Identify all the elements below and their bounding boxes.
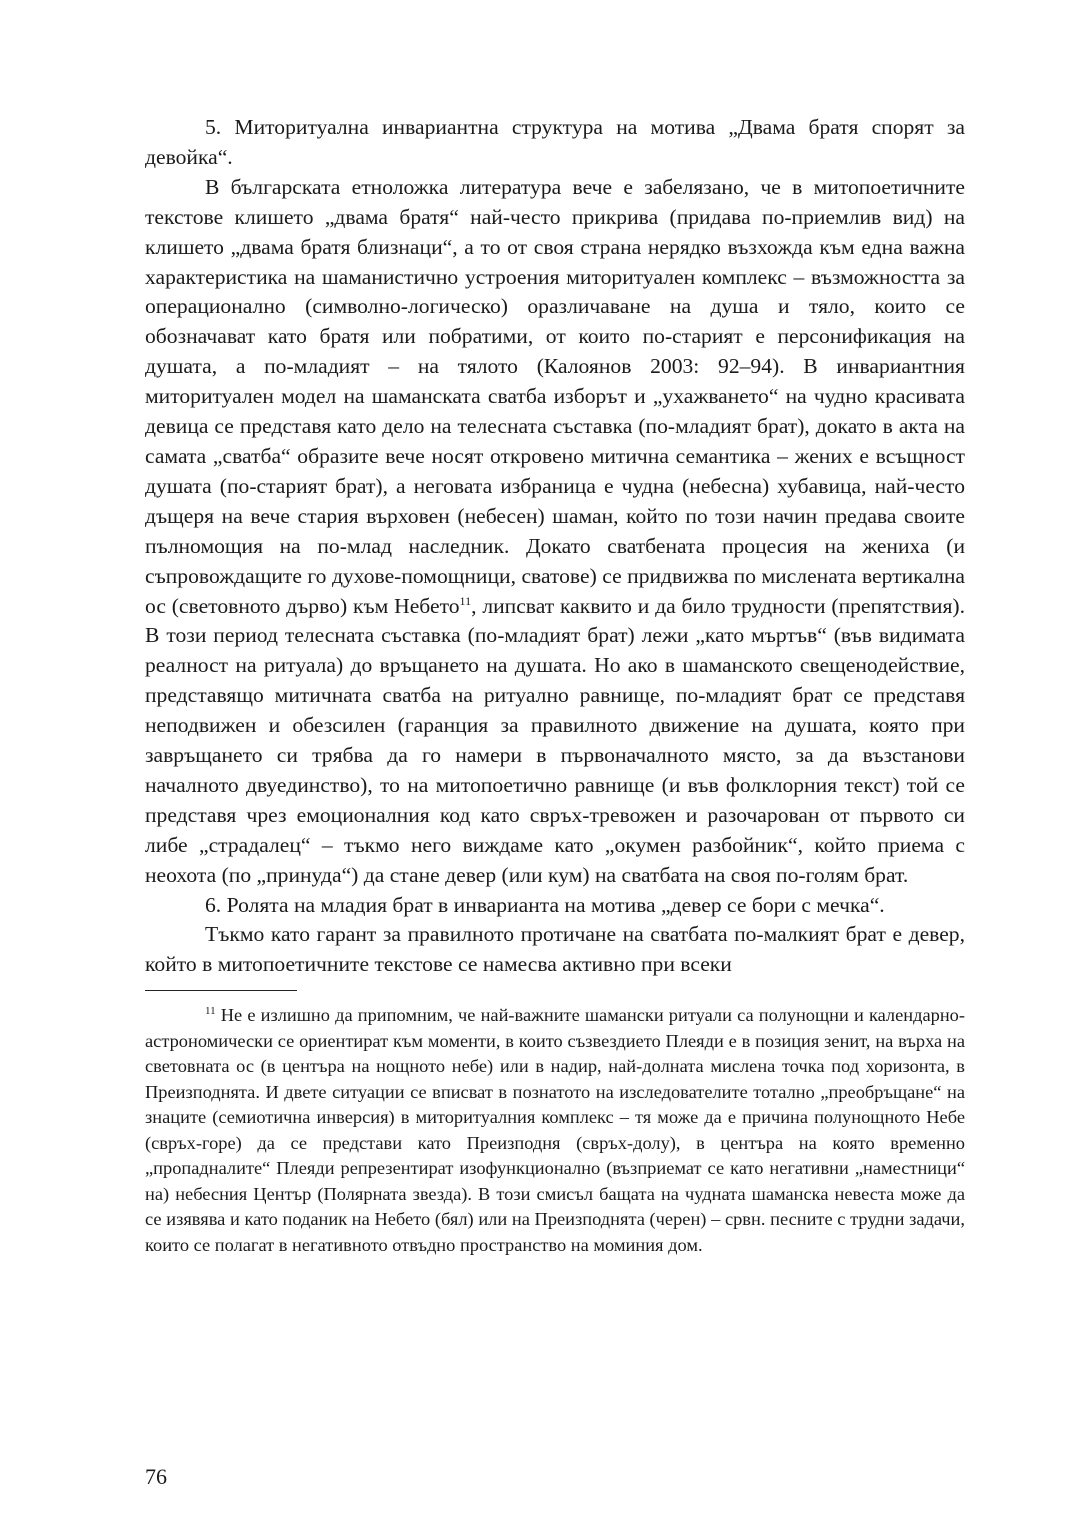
paragraph-text-continued: , липсват каквито и да било трудности (препятствия). В този период телесната съставка (по-младият брат) лежи „като мъртъв“ (във видимата реалност на ритуала) до връщането на душата. Но ако в шаманското свещенодействие, представящо митичната сватба на ритуално равнище, по-младият брат се представя неподвижен и обезсилен (гаранция за правилното движение на душата, която при завръщането си трябва да го намери в първоначалното място, за да възстанови началното двуединство), то на митопоетично равнище (и във фолклорния текст) той се представя чрез емоционалния код като свръх-тревожен и разочарован от първото си либе „страдалец“ – тъкмо него виждаме като „окумен разбойник“, който приема с неохота (по „принуда“) да стане девер (или кум) на сватбата на своя по-голям брат. xyxy=(145,593,965,887)
page-number: 76 xyxy=(145,1464,167,1489)
footnote-reference[interactable]: 11 xyxy=(459,593,472,608)
section-heading-6: 6. Ролята на младия брат в инварианта на мотива „девер се бори с мечка“. xyxy=(205,892,885,917)
section-heading-5: 5. Миторитуална инвариантна структура на мотива „Двама братя спорят за девойка“. xyxy=(145,115,965,169)
main-text xyxy=(145,113,965,980)
footnote-number: 11 xyxy=(205,1005,216,1018)
page-content xyxy=(145,113,965,1258)
footnote-text xyxy=(145,1003,965,1258)
paragraph-text: В българската етноложка литература вече е забелязано, че в митопоетичните текстове клишето „двама братя“ най-често прикрива (придава по-приемлив вид) на клишето „двама братя близнаци“, а то от своя страна нерядко възхожда към една важна характеристика на шаманистично устроения миторитуален комплекс – възможността за операционално (символно-логическо) оразличаване на душа и тяло, които се обозначават като братя или побратими, от които по-старият е персонификация на душата, а по-младият – на тялото (Калоянов 2003: 92–94). В инвариантния миторитуален модел на шаманската сватба изборът и „ухажването“ на чудно красивата девица се представя като дело на телесната съставка (по-младият брат), докато в акта на самата „сватба“ образите вече носят откровено митична семантика – жених е всъщност душата (по-старият брат), а неговата избраница е чудна (небесна) хубавица, най-често дъщеря на вече стария върховен (небесен) шаман, който по този начин предава своите пълномощия на по-млад наследник. Докато сватбената процесия на жениха (и съпровождащите го духове-помощници, сватове) се придвижва по мислената вертикална ос (световното дърво) към Небето xyxy=(145,174,965,618)
footnote-divider xyxy=(145,990,297,991)
footnote-body: Не е излишно да припомним, че най-важните шамански ритуали са полунощни и календарно-астрономически се ориентират към моменти, в които съзвездието Плеяди е в позиция зенит, на върха на световната ос (в центъра на нощното небе) или в надир, най-долната мислена точка под хоризонта, в Преизподнята. И двете ситуации се вписват в познатото на изследователите тотално „преобръщане“ на знаците (семиотична инверсия) в миторитуалния комплекс – тя може да е причина полунощното Небе (свръх-горе) да се представи като Преизподня (свръх-долу), в центъра на която временно „пропадналите“ Плеяди репрезентират изофункционално (възприемат се като негативни „наместници“ на) небесния Център (Полярната звезда). В този смисъл бащата на чудната шаманска невеста може да се изявява и като поданик на Небето (бял) или на Преизподнята (черен) – срвн. песните с трудни задачи, които се полагат в негативното отвъдно пространство на моминия дом. xyxy=(145,1005,965,1255)
paragraph: Тъкмо като гарант за правилното протичане на сватбата по-малкият брат е девер, който в митопоетичните текстове се намесва активно при всеки xyxy=(145,922,965,977)
footnote xyxy=(145,1003,965,1258)
paragraph xyxy=(145,173,965,891)
